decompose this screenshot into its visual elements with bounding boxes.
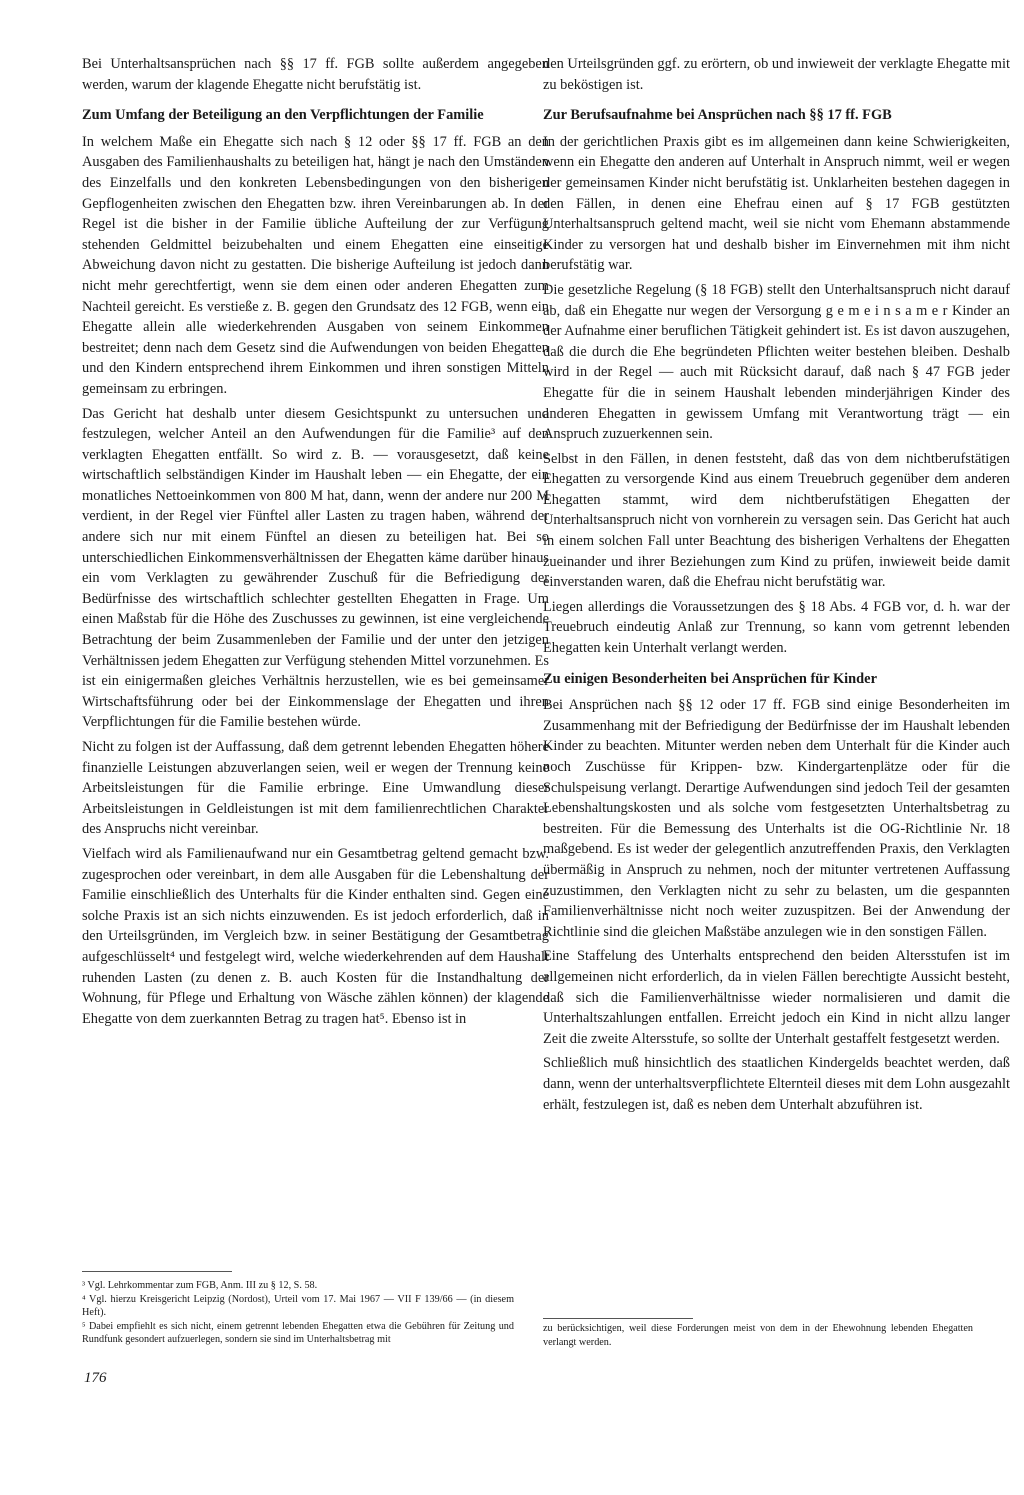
section-heading: Zum Umfang der Beteiligung an den Verpflichtungen der Familie xyxy=(82,107,484,124)
paragraph: Liegen allerdings die Voraussetzungen des § 18 Abs. 4 FGB vor, d. h. war der Treuebruch eindeutig Anlaß zur Trennung, so kann vom getrennt lebenden Ehegatten kein Unterhalt verlangt werden. xyxy=(543,598,1010,657)
left-column xyxy=(82,54,549,1033)
footnote: ⁴ Vgl. hierzu Kreisgericht Leipzig (Nordost), Urteil vom 17. Mai 1967 — VII F 139/66 — (in diesem Heft). xyxy=(82,1293,514,1319)
paragraph: In der gerichtlichen Praxis gibt es im allgemeinen dann keine Schwierigkeiten, wenn ein Ehegatte den anderen auf Unterhalt in Anspruch nimmt, weil er wegen der gemeinsamen Kinder nicht berufstätig ist. Unklarheiten bestehen dagegen in den Fällen, in denen eine Ehefrau einen auf § 17 FGB gestützten Unterhaltsanspruch geltend macht, weil sie nicht vom Ehemann abstammende Kinder zu versorgen hat und deshalb bisher im Einvernehmen mit ihm nicht berufstätig war. xyxy=(543,133,1010,274)
right-column xyxy=(543,54,1010,1119)
footnote-divider xyxy=(82,1271,232,1272)
paragraph: Schließlich muß hinsichtlich des staatlichen Kindergelds beachtet werden, daß dann, wenn der unterhaltsverpflichtete Elternteil dieses mit dem Lohn ausgezahlt erhält, festzulegen ist, daß es neben dem Unterhalt abzuführen ist. xyxy=(543,1055,1010,1113)
paragraph: Vielfach wird als Familienaufwand nur ein Gesamtbetrag geltend gemacht bzw. zugesprochen oder vereinbart, in dem alle Ausgaben für die Lebenshaltung der Familie einschließlich des Unterhalts für die Kinder enthalten sind. Gegen eine solche Praxis ist an sich nichts einzuwenden. Es ist jedoch erforderlich, daß in den Urteilsgründen, im Vergleich bzw. in seiner Bestätigung der Gesamtbetrag aufgeschlüsselt⁴ und festgelegt wird, welche wiederkehrenden auf dem Haushalt ruhenden Lasten (zu denen z. B. auch Kosten für die Instandhaltung der Wohnung, für Pflege und Erhaltung von Wäsche zählen können) der klagende Ehegatte von dem zuerkannten Betrag zu tragen hat⁵. Ebenso ist in xyxy=(82,845,549,1027)
page-number: 176 xyxy=(84,1370,107,1386)
footnote: ³ Vgl. Lehrkommentar zum FGB, Anm. III zu § 12, S. 58. xyxy=(82,1280,318,1291)
paragraph: In welchem Maße ein Ehegatte sich nach § 12 oder §§ 17 ff. FGB an den Ausgaben des Familienhaushalts zu beteiligen hat, hängt je nach den Umständen des Einzelfalls und den konkreten Lebensbedingungen von den bisherigen Gepflogenheiten zwischen den Ehegatten bzw. ihren Vereinbarungen ab. In der Regel ist die bisher in der Familie übliche Aufteilung der zur Verfügung stehenden Geldmittel beizubehalten und einem Ehegatten eine einseitige Abweichung davon nicht zu gestatten. Die bisherige Aufteilung ist jedoch dann nicht mehr gerechtfertigt, wenn sie dem einen oder anderen Ehegatten zum Nachteil gereicht. Es verstieße z. B. gegen den Grundsatz des 12 FGB, wenn ein Ehegatte allein alle wiederkehrenden Ausgaben von seinem Einkommen bestreitet; denn nach dem Gesetz sind die Aufwendungen von beiden Ehegatten und den Kindern entsprechend ihrem Einkommen und ihren sonstigen Mitteln gemeinsam zu erbringen. xyxy=(82,133,549,397)
paragraph: Das Gericht hat deshalb unter diesem Gesichtspunkt zu untersuchen und festzulegen, welcher Anteil an den Aufwendungen für die Familie³ auf den verklagten Ehegatten entfällt. So wird z. B. — vorausgesetzt, daß keine wirtschaftlich selbständigen Kinder im Haushalt leben — ein Ehegatte, der ein monatliches Nettoeinkommen von 800 M hat, dann, wenn der andere nur 200 M verdient, in der Regel vier Fünftel aller Lasten zu tragen haben, während der andere sich nur mit einem Fünftel an diesen zu beteiligen hat. Bei so unterschiedlichen Einkommensverhältnissen der Ehegatten käme darüber hinaus ein vom Verklagten zu gewährender Zuschuß für die Befriedigung der Bedürfnisse des wirtschaftlich schlechter gestellten Ehegatten in Frage. Um einen Maßstab für die Höhe des Zuschusses zu gewinnen, ist eine vergleichende Betrachtung der beim Zusammenleben der Familie und der unter den jetzigen Verhältnissen jedem Ehegatten zur Verfügung stehenden Mittel vorzunehmen. Es ist ein einigermaßen gleiches Verhältnis herzustellen, wie es bei gemeinsamer Wirtschaftsführung oder bei der Einkommenslage der Ehegatten und ihren Verpflichtungen für die Familie bestehen würde. xyxy=(82,405,549,731)
footnotes-right xyxy=(543,1322,973,1349)
paragraph: Selbst in den Fällen, in denen feststeht, daß das von dem nichtberufstätigen Ehegatten zu versorgende Kind aus einem Treuebruch gegenüber dem anderen Ehegatten stammt, wird dem nichtberufstätigen Ehegatten der Unterhaltsanspruch nicht von vornherein zu versagen sein. Das Gericht hat auch in einem solchen Fall unter Beachtung des bisherigen Verhaltens der Ehegatten zueinander und ihrer Beziehungen zum Kind zu prüfen, inwieweit beide damit einverstanden waren, daß die Ehefrau nicht berufstätig war. xyxy=(543,450,1010,591)
paragraph: Nicht zu folgen ist der Auffassung, daß dem getrennt lebenden Ehegatten höhere finanzielle Leistungen abzuverlangen seien, weil er wegen der Trennung keine Arbeitsleistungen für die Familie erbringe. Eine Umwandlung dieser Arbeitsleistungen in Geldleistungen ist mit dem familienrechtlichen Charakter des Anspruchs nicht vereinbar. xyxy=(82,739,549,838)
paragraph: Die gesetzliche Regelung (§ 18 FGB) stellt den Unterhaltsanspruch nicht darauf ab, daß ein Ehegatte nur wegen der Versorgung g e m e i n s a m e r Kinder an der Aufnahme einer beruflichen Tätigkeit gehindert ist. Es ist davon auszugehen, daß die durch die Ehe begründeten Pflichten weiter bestehen bleiben. Deshalb wird in der Regel — auch mit Rücksicht darauf, daß nach § 47 FGB jeder Ehegatte für die in seinem Haushalt lebenden minderjährigen Kinder des anderen Ehegatten in gewissem Umfang mit Verantwortung trägt — ein Anspruch zuzuerkennen sein. xyxy=(543,281,1010,443)
footnote: ⁵ Dabei empfiehlt es sich nicht, einem getrennt lebenden Ehegatten etwa die Gebühren für Zeitung und Rundfunk gesondert aufzuerlegen, sondern sie sind im Unterhaltsbetrag mit xyxy=(82,1320,514,1346)
paragraph: Bei Unterhaltsansprüchen nach §§ 17 ff. FGB sollte außerdem angegeben werden, warum der klagende Ehegatte nicht berufstätig ist. xyxy=(82,56,549,93)
footnote: zu berücksichtigen, weil diese Forderungen meist von dem in der Ehewohnung lebenden Ehegatten verlangt werden. xyxy=(543,1323,973,1348)
paragraph: Bei Ansprüchen nach §§ 12 oder 17 ff. FGB sind einige Besonderheiten im Zusammenhang mit der Befriedigung der Bedürfnisse der im Haushalt lebenden Kinder zu beachten. Mitunter werden neben dem Unterhalt für die Kinder auch noch Zuschüsse für Krippen- bzw. Kindergartenplätze oder für die Schulspeisung verlangt. Derartige Aufwendungen sind jedoch Teil der gesamten Lebenshaltungskosten und als solche vom festgesetzten Unterhaltsbetrag zu bestreiten. Für die Bemessung des Unterhalts ist die OG-Richtlinie Nr. 18 maßgebend. Es ist weder der gelegentlich anzutreffenden Praxis, den Verklagten übermäßig in Anspruch zu nehmen, noch der mitunter vertretenen Auffassung zuzustimmen, den Verklagten nicht zu sehr zu belasten, um die gespannten Familienverhältnisse nicht noch weiter zuzuspitzen. Bei der Anwendung der Richtlinie sind die gleichen Maßstäbe anzulegen wie in den sonstigen Fällen. xyxy=(543,697,1010,940)
section-heading: Zu einigen Besonderheiten bei Ansprüchen für Kinder xyxy=(543,670,877,687)
footnotes-left xyxy=(82,1279,514,1347)
footnote-divider xyxy=(543,1318,693,1319)
paragraph: den Urteilsgründen ggf. zu erörtern, ob und inwieweit der verklagte Ehegatte mit zu beköstigen ist. xyxy=(543,56,1010,93)
paragraph: Eine Staffelung des Unterhalts entsprechend den beiden Altersstufen ist im allgemeinen nicht erforderlich, da in vielen Fällen berechtigte Aussicht besteht, daß sich die Familienverhältnisse wieder normalisieren und damit die Unterhaltszahlungen entfallen. Erreicht jedoch ein Kind in nicht allzu langer Zeit die zweite Altersstufe, so sollte der Unterhalt gestaffelt festgesetzt werden. xyxy=(543,948,1010,1047)
section-heading: Zur Berufsaufnahme bei Ansprüchen nach §§ 17 ff. FGB xyxy=(543,107,892,124)
